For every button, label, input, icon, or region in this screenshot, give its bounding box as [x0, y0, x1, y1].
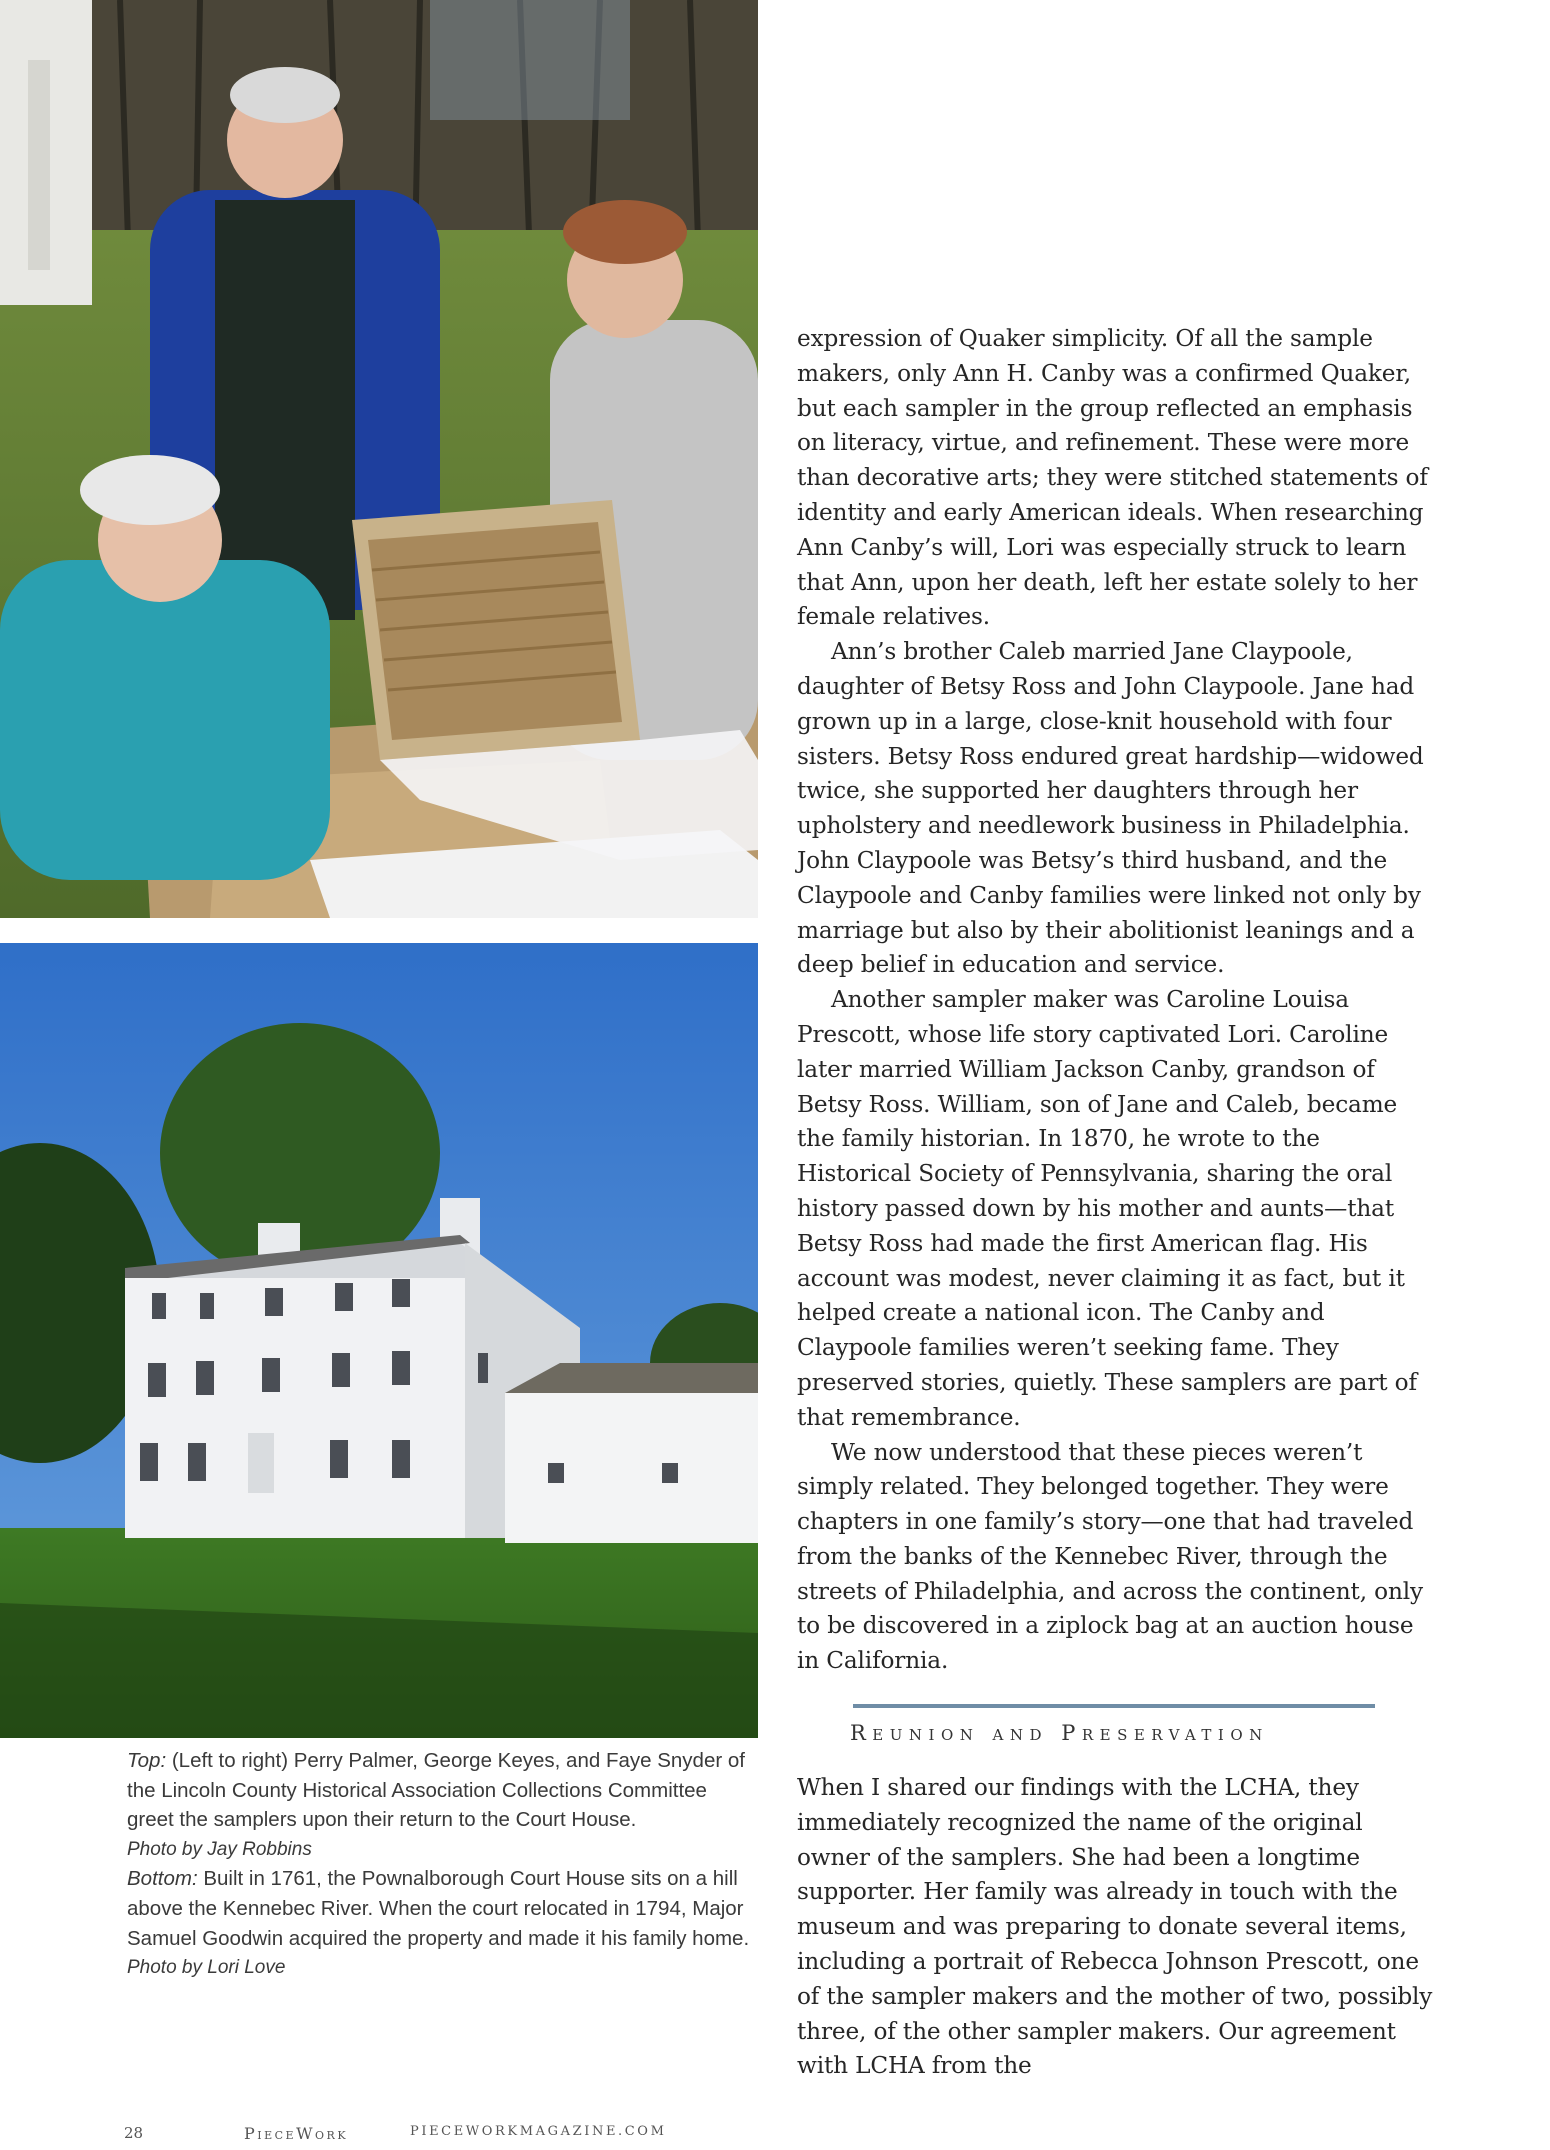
- caption-top-text: (Left to right) Perry Palmer, George Keyes, and Faye Snyder of the Lincoln County Historical Association Collections Committee greet the samplers upon their return to the Court House.: [127, 1749, 745, 1832]
- paragraph: Another sampler maker was Caroline Louisa Prescott, whose life story captivated Lori. Caroline later married William Jackson Canby, grandson of Betsy Ross. William, son of Jane and Caleb, became the family historian. In 1870, he wrote to the Historical Society of Pennsylvania, sharing the oral history passed down by his mother and aunts—that Betsy Ross had made the first American flag. His account was modest, never claiming it as fact, but it helped create a national icon. The Canby and Claypoole families weren’t seeking fame. They preserved stories, quietly. These samplers are part of that remembrance.: [797, 986, 1417, 1431]
- caption-bottom: [127, 1864, 752, 1953]
- photo-caption: [127, 1746, 752, 1983]
- section-heading: Reunion and Preservation: [850, 1721, 1269, 1745]
- caption-bottom-credit: Photo by Lori Love: [127, 1957, 286, 1979]
- photo-bottom-court-house: [0, 943, 758, 1738]
- photo-top-sampler-return: [0, 0, 758, 918]
- paragraph: When I shared our findings with the LCHA, they immediately recognized the name of the original owner of the samplers. She had been a longtime supporter. Her family was already in touch with the museum and was preparing to donate several items, including a portrait of Rebecca Johnson Prescott, one of the sampler makers and the mother of two, possibly three, of the other sampler makers. Our agreement with LCHA from the: [797, 1774, 1433, 2080]
- article-column-bottom: [797, 1771, 1437, 2084]
- paragraph: expression of Quaker simplicity. Of all the sample makers, only Ann H. Canby was a confirmed Quaker, but each sampler in the group reflected an emphasis on literacy, virtue, and refinement. These were more than decorative arts; they were stitched statements of identity and early American ideals. When researching Ann Canby’s will, Lori was especially struck to learn that Ann, upon her death, left her estate solely to her female relatives.: [797, 325, 1428, 631]
- page-number: 28: [124, 2124, 144, 2142]
- section-divider-rule: [853, 1704, 1375, 1708]
- caption-top: [127, 1746, 752, 1835]
- caption-top-label: Top:: [127, 1749, 167, 1772]
- magazine-name: PieceWork: [244, 2124, 349, 2143]
- caption-top-credit: Photo by Jay Robbins: [127, 1838, 312, 1860]
- caption-bottom-label: Bottom:: [127, 1867, 198, 1891]
- article-column-top: [797, 322, 1437, 1679]
- paragraph: Ann’s brother Caleb married Jane Claypoole, daughter of Betsy Ross and John Claypoole. Jane had grown up in a large, close-knit household with four sisters. Betsy Ross endured great hardship—widowed twice, she supported her daughters through her upholstery and needlework business in Philadelphia. John Claypoole was Betsy’s third husband, and the Claypoole and Canby families were linked not only by marriage but also by their abolitionist leanings and a deep belief in education and service.: [797, 638, 1424, 979]
- paragraph: We now understood that these pieces weren’t simply related. They belonged together. They were chapters in one family’s story—one that had traveled from the banks of the Kennebec River, through the streets of Philadelphia, and across the continent, only to be discovered in a ziplock bag at an auction house in California.: [797, 1438, 1423, 1675]
- caption-bottom-text: Built in 1761, the Pownalborough Court House sits on a hill above the Kennebec River. When the court relocated in 1794, Major Samuel Goodwin acquired the property and made it his family home.: [127, 1867, 750, 1950]
- magazine-website: PIECEWORKMAGAZINE.COM: [410, 2124, 667, 2139]
